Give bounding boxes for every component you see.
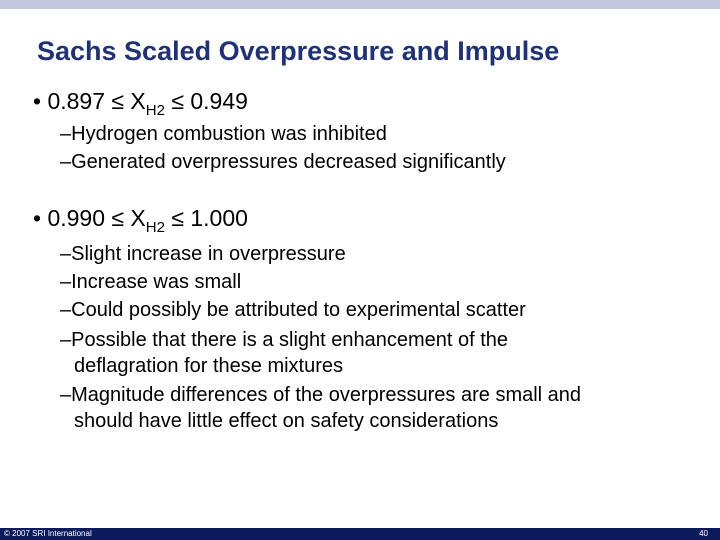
bullet-range-1-suffix: ≤ 0.949: [164, 88, 248, 114]
sub-item-continuation: should have little effect on safety considerations: [74, 410, 499, 432]
footer-bar: [0, 528, 720, 540]
bullet-range-1-prefix: • 0.897 ≤ X: [33, 88, 146, 114]
bullet-range-2-prefix: • 0.990 ≤ X: [33, 205, 146, 231]
sub-item: –Slight increase in overpressure: [60, 243, 346, 265]
sub-item: –Generated overpressures decreased significantly: [60, 151, 506, 173]
sub-item: –Could possibly be attributed to experimental scatter: [60, 299, 526, 321]
slide-title: Sachs Scaled Overpressure and Impulse: [37, 36, 560, 66]
page-number: 40: [699, 529, 708, 538]
bullet-range-1-subscript: H2: [145, 102, 165, 119]
sub-item: –Magnitude differences of the overpressures are small and: [60, 384, 582, 406]
sub-item-continuation: deflagration for these mixtures: [74, 355, 344, 377]
bullet-range-2: [33, 205, 248, 236]
bullet-range-1: [33, 88, 248, 119]
copyright-text: © 2007 SRI International: [4, 529, 92, 538]
sub-item: –Possible that there is a slight enhancement of the: [60, 329, 509, 351]
bullet-range-2-subscript: H2: [145, 219, 165, 236]
sub-item: –Hydrogen combustion was inhibited: [60, 123, 387, 145]
bullet-range-2-suffix: ≤ 1.000: [164, 205, 248, 231]
sub-item: –Increase was small: [60, 271, 242, 293]
